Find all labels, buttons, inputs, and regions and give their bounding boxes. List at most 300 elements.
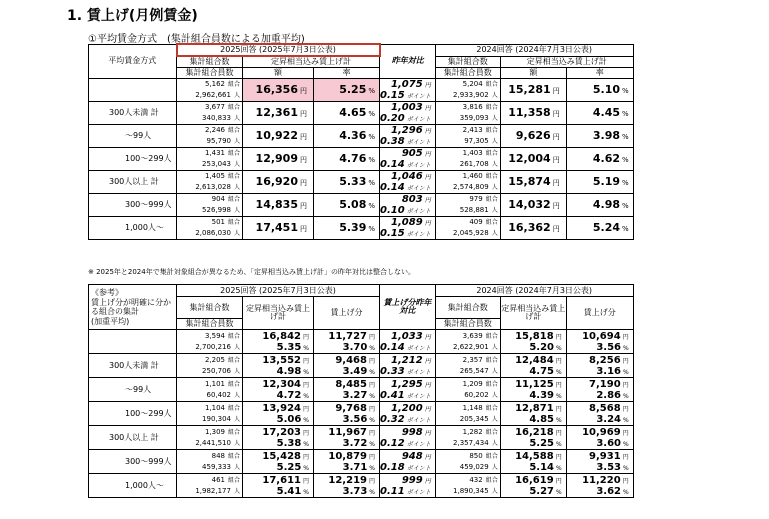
member-count <box>436 462 500 473</box>
unit-label: ポイント <box>406 207 431 215</box>
unit-label: % <box>622 156 629 164</box>
stack-yen <box>567 427 629 438</box>
unit-label: 円 <box>424 81 431 89</box>
member-count-value: 1,890,345 <box>453 486 489 495</box>
stack-pct-value: 4.72 <box>276 389 302 401</box>
unit-label: 円 <box>368 477 375 485</box>
unit-label: 円 <box>424 173 431 181</box>
stack-pct <box>567 366 629 377</box>
yoy-diff <box>380 101 436 124</box>
raise-2024 <box>566 474 633 498</box>
union-count-value: 2,357 <box>462 355 483 364</box>
member-count-value: 2,700,216 <box>195 342 231 351</box>
unit-label: 円 <box>302 381 309 389</box>
table-row <box>89 474 634 498</box>
unit-label: % <box>303 368 309 376</box>
unit-label: % <box>623 368 629 376</box>
unit-label: % <box>556 392 562 400</box>
yoy-diff-yen <box>380 331 431 342</box>
stack-yen <box>567 331 629 342</box>
raise-2025 <box>314 474 380 498</box>
unit-label: 組合 <box>227 332 240 340</box>
unit-label: 円 <box>368 405 375 413</box>
unit-label: % <box>623 344 629 352</box>
unit-label: % <box>369 368 375 376</box>
unit-label: 円 <box>300 179 307 187</box>
stack-pct-value: 3.71 <box>342 461 368 473</box>
stack-yen <box>567 403 629 414</box>
total-2025 <box>243 402 314 426</box>
unit-label: 人 <box>491 367 498 375</box>
union-count-value: 979 <box>469 194 483 203</box>
union-count <box>436 171 500 182</box>
union-count <box>436 148 500 159</box>
unit-label: 組合 <box>485 126 498 134</box>
counts-2024 <box>435 147 500 170</box>
unit-label: 円 <box>555 477 562 485</box>
stack-pct <box>501 414 562 425</box>
member-count <box>436 136 500 147</box>
yoy-diff <box>380 450 436 474</box>
amount-2024 <box>500 101 566 124</box>
yoy-diff-yen <box>380 102 431 113</box>
unit-label: 組合 <box>485 218 498 226</box>
unit-label: 円 <box>622 453 629 461</box>
stack-pct-value: 4.98 <box>276 365 302 377</box>
unit-label: 人 <box>491 415 498 423</box>
rate-value: 4.65 <box>339 106 367 119</box>
table2-header-total: 定昇相当込み賃上げ計 <box>243 297 314 330</box>
member-count-value: 459,029 <box>459 462 489 471</box>
raise-2024 <box>566 450 633 474</box>
unit-label: 人 <box>233 229 240 237</box>
stack-yen-value: 10,969 <box>582 426 621 438</box>
raise-2024 <box>566 426 633 450</box>
unit-label: % <box>368 110 375 118</box>
stack-yen <box>243 451 309 462</box>
unit-label: 円 <box>424 453 431 461</box>
member-count <box>436 159 500 170</box>
table2-header-raise: 賃上げ分 <box>314 297 380 330</box>
counts-2024 <box>435 354 500 378</box>
yoy-diff-yen-value: 905 <box>401 147 423 159</box>
table1-header-amount: 額 <box>243 67 314 78</box>
unit-label: 円 <box>302 333 309 341</box>
rate-2025 <box>314 193 380 216</box>
stack-pct-value: 3.60 <box>596 437 621 449</box>
section-subtitle: ①平均賃金方式 (集計組合員数による加重平均) <box>88 34 305 45</box>
yoy-diff-pt <box>380 486 431 497</box>
yoy-diff <box>380 402 436 426</box>
yoy-diff-yen-value: 1,089 <box>391 216 423 228</box>
stack-pct <box>243 366 309 377</box>
table1-header-rate-2024: 率 <box>566 67 633 78</box>
yoy-diff-yen-value: 998 <box>401 426 423 438</box>
unit-label: 円 <box>300 202 307 210</box>
row-label: 1,000人～ <box>89 216 177 239</box>
stack-yen-value: 15,428 <box>262 450 301 462</box>
unit-label: ポイント <box>406 392 431 400</box>
stack-pct <box>501 366 562 377</box>
raise-2024 <box>566 354 633 378</box>
stack-yen-value: 13,924 <box>262 402 301 414</box>
stack-yen <box>243 355 309 366</box>
total-2024 <box>500 330 566 354</box>
rate-value: 4.62 <box>592 152 621 165</box>
rate-value: 5.25 <box>339 83 367 96</box>
row-label: ～99人 <box>89 124 177 147</box>
union-count <box>177 403 242 414</box>
member-count <box>177 390 242 401</box>
stack-yen <box>243 379 309 390</box>
amount-2025 <box>243 216 314 239</box>
counts-2025 <box>177 378 243 402</box>
unit-label: 円 <box>424 196 431 204</box>
amount-2024 <box>500 147 566 170</box>
stack-yen <box>314 379 375 390</box>
member-count <box>177 486 242 497</box>
unit-label: 円 <box>368 429 375 437</box>
unit-label: 組合 <box>227 218 240 226</box>
table1-header-total-2024: 定昇相当込み賃上げ計 <box>500 56 633 67</box>
unit-label: 組合 <box>227 404 240 412</box>
union-count <box>177 451 242 462</box>
unit-label: 円 <box>552 179 560 187</box>
stack-yen <box>501 403 562 414</box>
yoy-diff-pt <box>380 366 431 377</box>
amount-value: 11,358 <box>508 106 551 119</box>
counts-2025 <box>177 474 243 498</box>
unit-label: 円 <box>424 429 431 437</box>
rate-value: 4.98 <box>592 198 621 211</box>
stack-pct <box>501 486 562 497</box>
stack-pct <box>567 462 629 473</box>
unit-label: 円 <box>424 357 431 365</box>
unit-label: 円 <box>368 357 375 365</box>
counts-2024 <box>435 402 500 426</box>
reference-raise-table <box>88 284 634 498</box>
member-count-value: 359,093 <box>459 113 489 122</box>
stack-yen-value: 13,552 <box>262 354 301 366</box>
stack-pct-value: 5.06 <box>276 413 302 425</box>
union-count-value: 461 <box>211 475 225 484</box>
stack-yen-value: 16,842 <box>262 330 301 342</box>
unit-label: 組合 <box>485 332 498 340</box>
yoy-diff <box>380 474 436 498</box>
stack-pct <box>314 438 375 449</box>
union-count <box>177 355 242 366</box>
yoy-diff-pt <box>380 414 431 425</box>
amount-value: 16,356 <box>255 83 298 96</box>
stack-pct-value: 3.24 <box>596 413 621 425</box>
row-label: 300～999人 <box>89 193 177 216</box>
yoy-diff <box>380 216 436 239</box>
stack-yen-value: 12,219 <box>328 474 367 486</box>
unit-label: 円 <box>302 477 309 485</box>
unit-label: 円 <box>555 453 562 461</box>
unit-label: % <box>622 225 629 233</box>
member-count-value: 340,833 <box>202 113 231 122</box>
table2-header-members-2024: 集計組合員数 <box>435 319 500 330</box>
table2-corner-label: 《参考》 賃上げ分が明確に分かる組合の集計 (加重平均) <box>89 285 177 330</box>
stack-pct-value: 5.20 <box>529 341 554 353</box>
union-count-value: 1,431 <box>204 148 225 157</box>
union-count <box>177 102 242 113</box>
unit-label: 円 <box>424 150 431 158</box>
counts-2025 <box>177 193 243 216</box>
yoy-diff-pt-value: 0.33 <box>380 365 405 377</box>
stack-pct-value: 4.85 <box>529 413 554 425</box>
rate-2024 <box>566 193 633 216</box>
stack-yen <box>314 403 375 414</box>
table2-header-total-2024: 定昇相当込み賃上げ計 <box>500 297 566 330</box>
union-count <box>436 331 500 342</box>
stack-pct <box>243 486 309 497</box>
unit-label: 円 <box>555 405 562 413</box>
table-row <box>89 330 634 354</box>
counts-2024 <box>435 101 500 124</box>
table1-header-count-2024: 集計組合数 <box>435 56 500 67</box>
union-count <box>436 194 500 205</box>
member-count-value: 2,441,510 <box>195 438 231 447</box>
raise-2024 <box>566 402 633 426</box>
yoy-diff <box>380 78 436 101</box>
union-count-value: 1,104 <box>204 403 225 412</box>
table-row <box>89 124 634 147</box>
member-count <box>177 90 242 101</box>
rate-value: 5.10 <box>592 83 621 96</box>
raise-2025 <box>314 378 380 402</box>
unit-label: % <box>556 344 562 352</box>
unit-label: % <box>556 368 562 376</box>
table2-header-count: 集計組合数 <box>177 297 243 319</box>
member-count-value: 205,345 <box>459 414 489 423</box>
unit-label: % <box>368 202 375 210</box>
unit-label: % <box>303 488 309 496</box>
amount-value: 15,281 <box>508 83 551 96</box>
unit-label: ポイント <box>406 115 431 123</box>
rate-value: 3.98 <box>592 129 621 142</box>
stack-yen-value: 11,967 <box>328 426 367 438</box>
union-count-value: 5,162 <box>204 79 225 88</box>
unit-label: % <box>556 416 562 424</box>
yoy-diff-pt <box>380 159 431 170</box>
unit-label: % <box>622 202 629 210</box>
union-count <box>436 79 500 90</box>
union-count-value: 904 <box>211 194 225 203</box>
member-count <box>177 438 242 449</box>
rate-value: 5.08 <box>339 198 367 211</box>
amount-2024 <box>500 124 566 147</box>
member-count-value: 253,043 <box>202 159 231 168</box>
amount-value: 14,835 <box>255 198 298 211</box>
unit-label: 円 <box>622 357 629 365</box>
unit-label: 組合 <box>227 172 240 180</box>
yoy-diff-yen <box>380 379 431 390</box>
amount-value: 16,362 <box>508 221 551 234</box>
yoy-diff <box>380 330 436 354</box>
rate-2024 <box>566 170 633 193</box>
row-label: 300人以上 計 <box>89 426 177 450</box>
unit-label: % <box>623 464 629 472</box>
union-count-value: 1,282 <box>462 427 483 436</box>
stack-yen <box>501 475 562 486</box>
yoy-diff-yen <box>380 355 431 366</box>
stack-yen-value: 12,484 <box>515 354 554 366</box>
unit-label: % <box>303 416 309 424</box>
yoy-diff-yen <box>380 79 431 90</box>
total-2024 <box>500 402 566 426</box>
stack-pct-value: 3.62 <box>596 485 621 497</box>
counts-2025 <box>177 170 243 193</box>
stack-pct <box>567 342 629 353</box>
rate-2025 <box>314 101 380 124</box>
amount-value: 15,874 <box>508 175 551 188</box>
unit-label: 組合 <box>485 172 498 180</box>
table-row <box>89 78 634 101</box>
member-count <box>436 90 500 101</box>
amount-2024 <box>500 170 566 193</box>
yoy-diff-yen-value: 1,212 <box>391 354 423 366</box>
row-label: 300人未満 計 <box>89 354 177 378</box>
raise-2024 <box>566 378 633 402</box>
unit-label: % <box>623 488 629 496</box>
rate-2025 <box>314 147 380 170</box>
stack-pct <box>567 486 629 497</box>
unit-label: 円 <box>552 156 560 164</box>
unit-label: % <box>369 392 375 400</box>
member-count-value: 60,202 <box>464 390 489 399</box>
counts-2025 <box>177 78 243 101</box>
row-label: ～99人 <box>89 378 177 402</box>
union-count <box>436 355 500 366</box>
unit-label: % <box>556 440 562 448</box>
yoy-diff-pt-value: 0.32 <box>380 413 405 425</box>
union-count-value: 850 <box>469 451 483 460</box>
unit-label: 組合 <box>227 80 240 88</box>
member-count-value: 2,574,809 <box>453 182 489 191</box>
footnote: ※ 2025年と2024年で集計対象組合が異なるため、「定昇相当込み賃上げ計」の昨年対比は整合しない。 <box>88 268 415 276</box>
counts-2025 <box>177 330 243 354</box>
unit-label: 組合 <box>227 126 240 134</box>
union-count-value: 432 <box>469 475 483 484</box>
union-count <box>436 125 500 136</box>
stack-yen-value: 9,768 <box>335 402 367 414</box>
stack-yen-value: 7,190 <box>589 378 621 390</box>
stack-pct <box>501 390 562 401</box>
unit-label: 円 <box>555 357 562 365</box>
member-count-value: 2,933,902 <box>453 90 489 99</box>
unit-label: 円 <box>424 405 431 413</box>
unit-label: 円 <box>300 133 307 141</box>
stack-pct-value: 4.75 <box>529 365 554 377</box>
member-count-value: 1,982,177 <box>195 486 231 495</box>
stack-yen <box>314 475 375 486</box>
union-count-value: 5,204 <box>462 79 483 88</box>
unit-label: 人 <box>491 439 498 447</box>
stack-pct <box>243 438 309 449</box>
counts-2025 <box>177 147 243 170</box>
table-row <box>89 402 634 426</box>
table2-header-count-2024: 集計組合数 <box>435 297 500 319</box>
unit-label: 円 <box>424 477 431 485</box>
table1-corner-label: 平均賃金方式 <box>89 44 177 78</box>
member-count-value: 250,706 <box>202 366 231 375</box>
yoy-diff-pt-value: 0.10 <box>380 204 405 216</box>
table2-header-raise-2024: 賃上げ分 <box>566 297 633 330</box>
unit-label: 組合 <box>227 476 240 484</box>
total-2025 <box>243 474 314 498</box>
stack-pct-value: 4.39 <box>529 389 554 401</box>
total-2025 <box>243 354 314 378</box>
unit-label: % <box>369 416 375 424</box>
rate-value: 4.76 <box>339 152 367 165</box>
total-2025 <box>243 426 314 450</box>
unit-label: 人 <box>491 391 498 399</box>
unit-label: 人 <box>491 137 498 145</box>
yoy-diff-pt-value: 0.11 <box>380 485 405 497</box>
union-count-value: 3,816 <box>462 102 483 111</box>
stack-pct <box>501 462 562 473</box>
union-count-value: 1,403 <box>462 148 483 157</box>
unit-label: 人 <box>233 91 240 99</box>
stack-yen-value: 15,818 <box>515 330 554 342</box>
raise-2025 <box>314 354 380 378</box>
stack-yen <box>314 331 375 342</box>
member-count <box>177 462 242 473</box>
member-count-value: 2,622,901 <box>453 342 489 351</box>
raise-2025 <box>314 330 380 354</box>
rate-2025 <box>314 170 380 193</box>
stack-yen <box>501 331 562 342</box>
unit-label: 円 <box>302 357 309 365</box>
unit-label: 円 <box>552 202 560 210</box>
page-title: 1. 賃上げ(月例賃金) <box>67 8 198 24</box>
yoy-diff <box>380 354 436 378</box>
raise-2025 <box>314 426 380 450</box>
union-count-value: 1,405 <box>204 171 225 180</box>
unit-label: % <box>622 133 629 141</box>
unit-label: 円 <box>622 429 629 437</box>
amount-value: 10,922 <box>255 129 298 142</box>
unit-label: 人 <box>233 343 240 351</box>
yoy-diff-yen-value: 1,075 <box>391 78 423 90</box>
unit-label: ポイント <box>406 464 431 472</box>
stack-pct-value: 5.35 <box>276 341 302 353</box>
stack-pct <box>314 462 375 473</box>
unit-label: 組合 <box>227 428 240 436</box>
amount-value: 17,451 <box>255 221 298 234</box>
stack-pct-value: 3.56 <box>596 341 621 353</box>
yoy-diff-yen-value: 999 <box>401 474 423 486</box>
counts-2024 <box>435 78 500 101</box>
yoy-diff <box>380 193 436 216</box>
stack-yen-value: 9,931 <box>589 450 621 462</box>
unit-label: % <box>623 440 629 448</box>
yoy-diff-yen-value: 1,033 <box>391 330 423 342</box>
unit-label: 円 <box>302 429 309 437</box>
union-count <box>177 475 242 486</box>
unit-label: 円 <box>622 333 629 341</box>
unit-label: ポイント <box>406 230 431 238</box>
unit-label: 人 <box>233 439 240 447</box>
unit-label: 円 <box>300 87 307 95</box>
table-row <box>89 378 634 402</box>
table-row <box>89 426 634 450</box>
unit-label: 人 <box>491 91 498 99</box>
union-count <box>177 427 242 438</box>
member-count-value: 261,708 <box>459 159 489 168</box>
